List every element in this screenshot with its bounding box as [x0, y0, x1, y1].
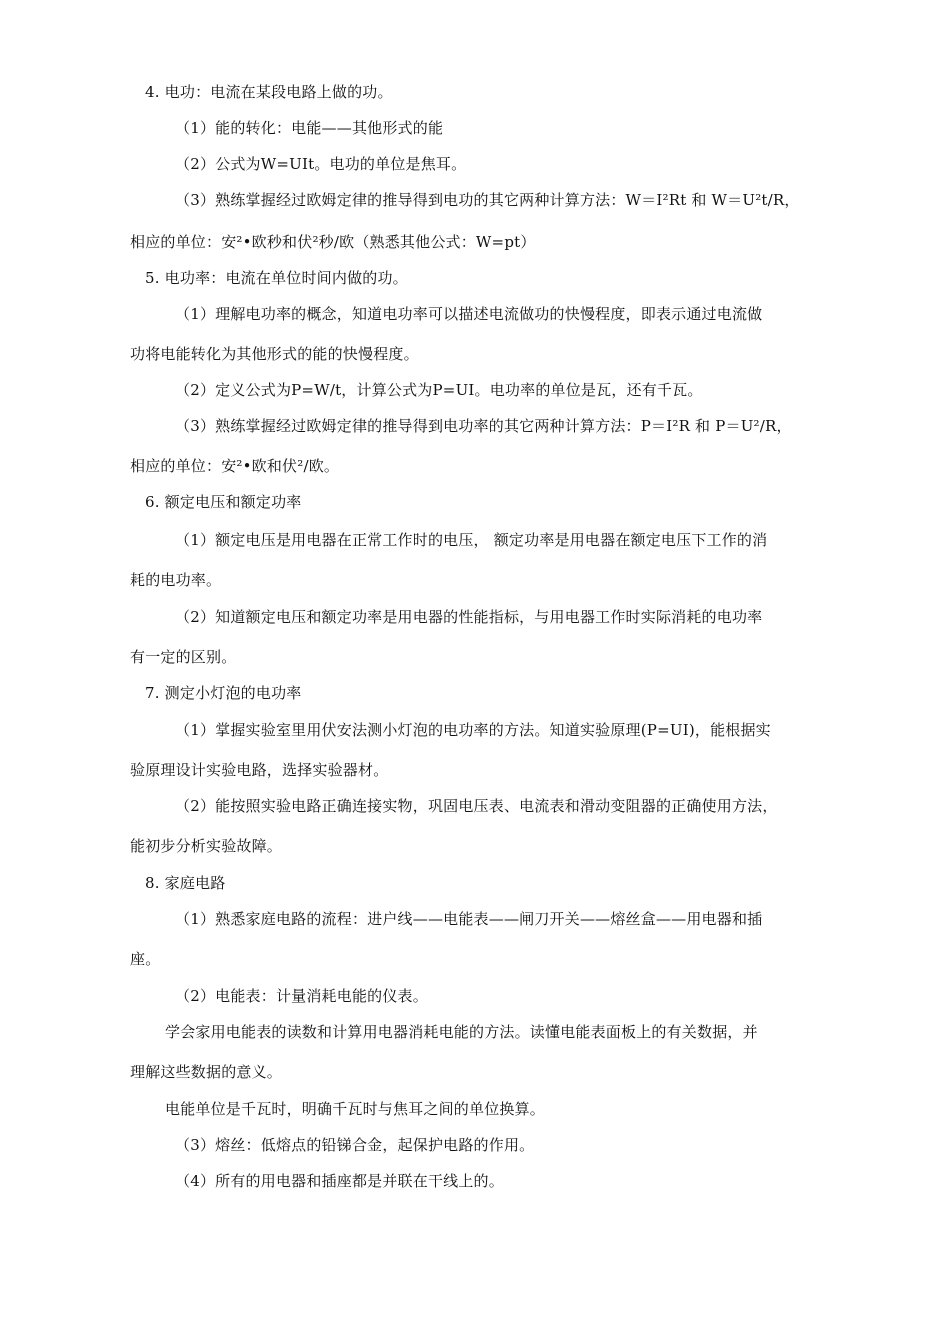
list-item-rated-indicator: （2）知道额定电压和额定功率是用电器的性能指标，与用电器工作时实际消耗的电功率: [175, 608, 763, 626]
list-item-lamp-method: （1）掌握实验室里用伏安法测小灯泡的电功率的方法。知道实验原理(P=UI)，能根据实: [175, 721, 771, 739]
list-item-power-units: 相应的单位：安²•欧和伏²/欧。: [130, 457, 340, 475]
list-item-rated-definition: （1）额定电压是用电器在正常工作时的电压， 额定功率是用电器在额定电压下工作的消: [175, 531, 768, 549]
paragraph-energy-unit: 电能单位是千瓦时，明确千瓦时与焦耳之间的单位换算。: [165, 1100, 546, 1118]
section-heading-household-circuit: 8. 家庭电路: [145, 874, 226, 892]
list-item-energy-meter: （2）电能表：计量消耗电能的仪表。: [175, 987, 428, 1005]
section-heading-electric-power: 5. 电功率：电流在单位时间内做的功。: [145, 269, 408, 287]
section-heading-rated-values: 6. 额定电压和额定功率: [145, 493, 302, 511]
list-item-power-concept: （1）理解电功率的概念，知道电功率可以描述电流做功的快慢程度，即表示通过电流做: [175, 305, 763, 323]
list-item-lamp-connection: （2）能按照实验电路正确连接实物，巩固电压表、电流表和滑动变阻器的正确使用方法，: [175, 797, 778, 815]
list-item-circuit-flow: （1）熟悉家庭电路的流程：进户线——电能表——闸刀开关——熔丝盒——用电器和插: [175, 910, 763, 928]
list-item-rated-definition-cont: 耗的电功率。: [130, 571, 222, 589]
paragraph-meter-reading-cont: 理解这些数据的意义。: [130, 1063, 283, 1081]
list-item-work-derivations: （3）熟练掌握经过欧姆定律的推导得到电功的其它两种计算方法：W＝I²Rt 和 W＝U²t/R，: [175, 191, 800, 209]
section-heading-electric-work: 4. 电功：电流在某段电路上做的功。: [145, 83, 393, 101]
list-item-power-derivations: （3）熟练掌握经过欧姆定律的推导得到电功率的其它两种计算方法：P＝I²R 和 P＝U²/R，: [175, 417, 792, 435]
list-item-lamp-connection-cont: 能初步分析实验故障。: [130, 837, 283, 855]
list-item-rated-indicator-cont: 有一定的区别。: [130, 648, 237, 666]
list-item-parallel-connection: （4）所有的用电器和插座都是并联在干线上的。: [175, 1172, 504, 1190]
list-item-power-concept-cont: 功将电能转化为其他形式的能的快慢程度。: [130, 345, 419, 363]
list-item-work-formula: （2）公式为W=UIt。电功的单位是焦耳。: [175, 155, 467, 173]
list-item-lamp-method-cont: 验原理设计实验电路，选择实验器材。: [130, 761, 389, 779]
list-item-work-units: 相应的单位：安²•欧秒和伏²秒/欧（熟悉其他公式：W=pt）: [130, 233, 536, 251]
list-item-circuit-flow-cont: 座。: [130, 950, 161, 968]
list-item-power-formula: （2）定义公式为P=W/t，计算公式为P=UI。电功率的单位是瓦，还有千瓦。: [175, 381, 703, 399]
list-item-energy-conversion: （1）能的转化：电能——其他形式的能: [175, 119, 444, 137]
section-heading-lamp-power: 7. 测定小灯泡的电功率: [145, 684, 302, 702]
list-item-fuse: （3）熔丝：低熔点的铅锑合金，起保护电路的作用。: [175, 1136, 535, 1154]
paragraph-meter-reading: 学会家用电能表的读数和计算用电器消耗电能的方法。读懂电能表面板上的有关数据，并: [165, 1023, 758, 1041]
